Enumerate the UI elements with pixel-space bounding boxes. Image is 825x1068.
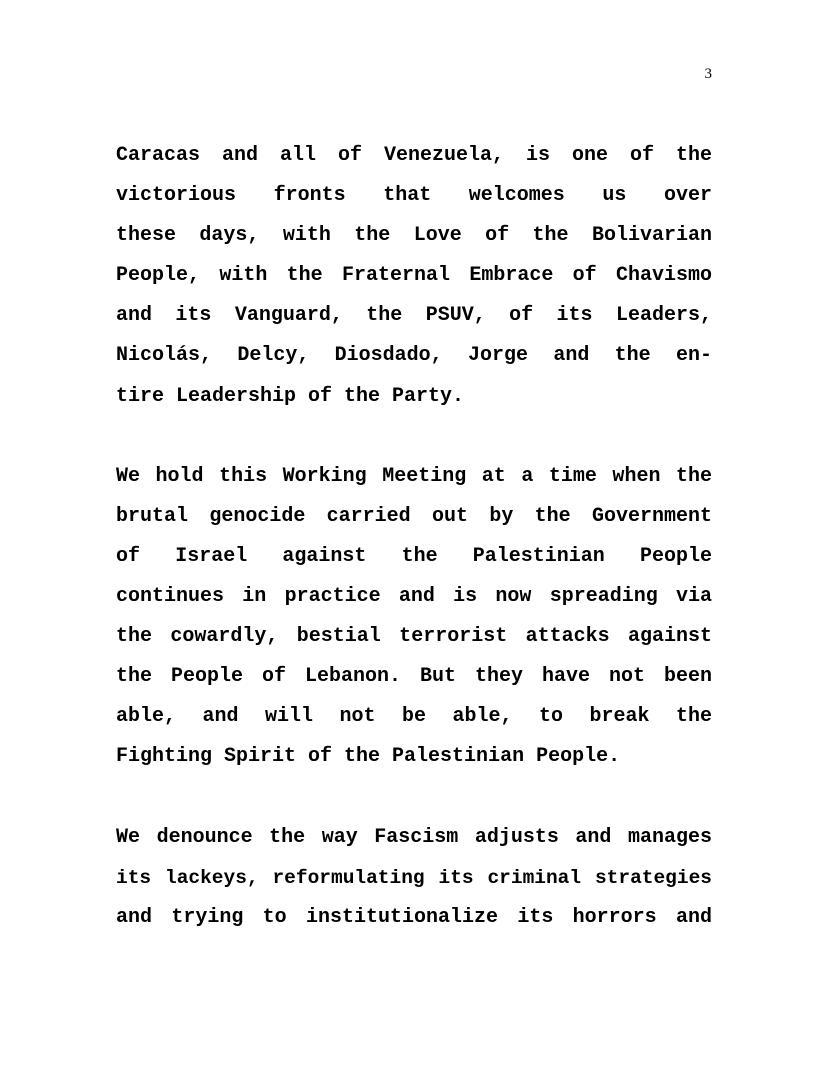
paragraph-1 <box>116 136 712 417</box>
paragraph-line: Fighting Spirit of the Palestinian People. <box>116 745 621 769</box>
body-text <box>116 136 712 938</box>
paragraph-line: tire Leadership of the Party. <box>116 384 465 408</box>
paragraph-line: its lackeys, reformulating its criminal strategies <box>116 866 712 889</box>
paragraph-line: able, and will not be able, to break the <box>116 705 712 729</box>
paragraph-line: We denounce the way Fascism adjusts and manages <box>116 825 712 849</box>
paragraph-spacer <box>116 778 712 818</box>
paragraph-line: continues in practice and is now spreading via <box>116 585 712 609</box>
paragraph-line: People, with the Fraternal Embrace of Chavismo <box>116 264 712 288</box>
paragraph-line: victorious fronts that welcomes us over <box>116 184 712 208</box>
paragraph-line: brutal genocide carried out by the Government <box>116 504 712 528</box>
paragraph-line: the cowardly, bestial terrorist attacks against <box>116 625 712 649</box>
paragraph-line: and its Vanguard, the PSUV, of its Leaders, <box>116 304 712 328</box>
paragraph-line: Nicolás, Delcy, Diosdado, Jorge and the en- <box>116 344 712 368</box>
paragraph-3 <box>116 818 712 938</box>
paragraph-line: and trying to institutionalize its horrors and <box>116 905 712 929</box>
paragraph-line: these days, with the Love of the Bolivarian <box>116 224 712 248</box>
page-number: 3 <box>704 66 712 82</box>
paragraph-line: the People of Lebanon. But they have not been <box>116 665 712 689</box>
paragraph-2 <box>116 457 712 778</box>
paragraph-line: Caracas and all of Venezuela, is one of the <box>116 144 712 167</box>
paragraph-spacer <box>116 417 712 457</box>
paragraph-line: of Israel against the Palestinian People <box>116 544 712 568</box>
paragraph-line: We hold this Working Meeting at a time when the <box>116 464 712 488</box>
